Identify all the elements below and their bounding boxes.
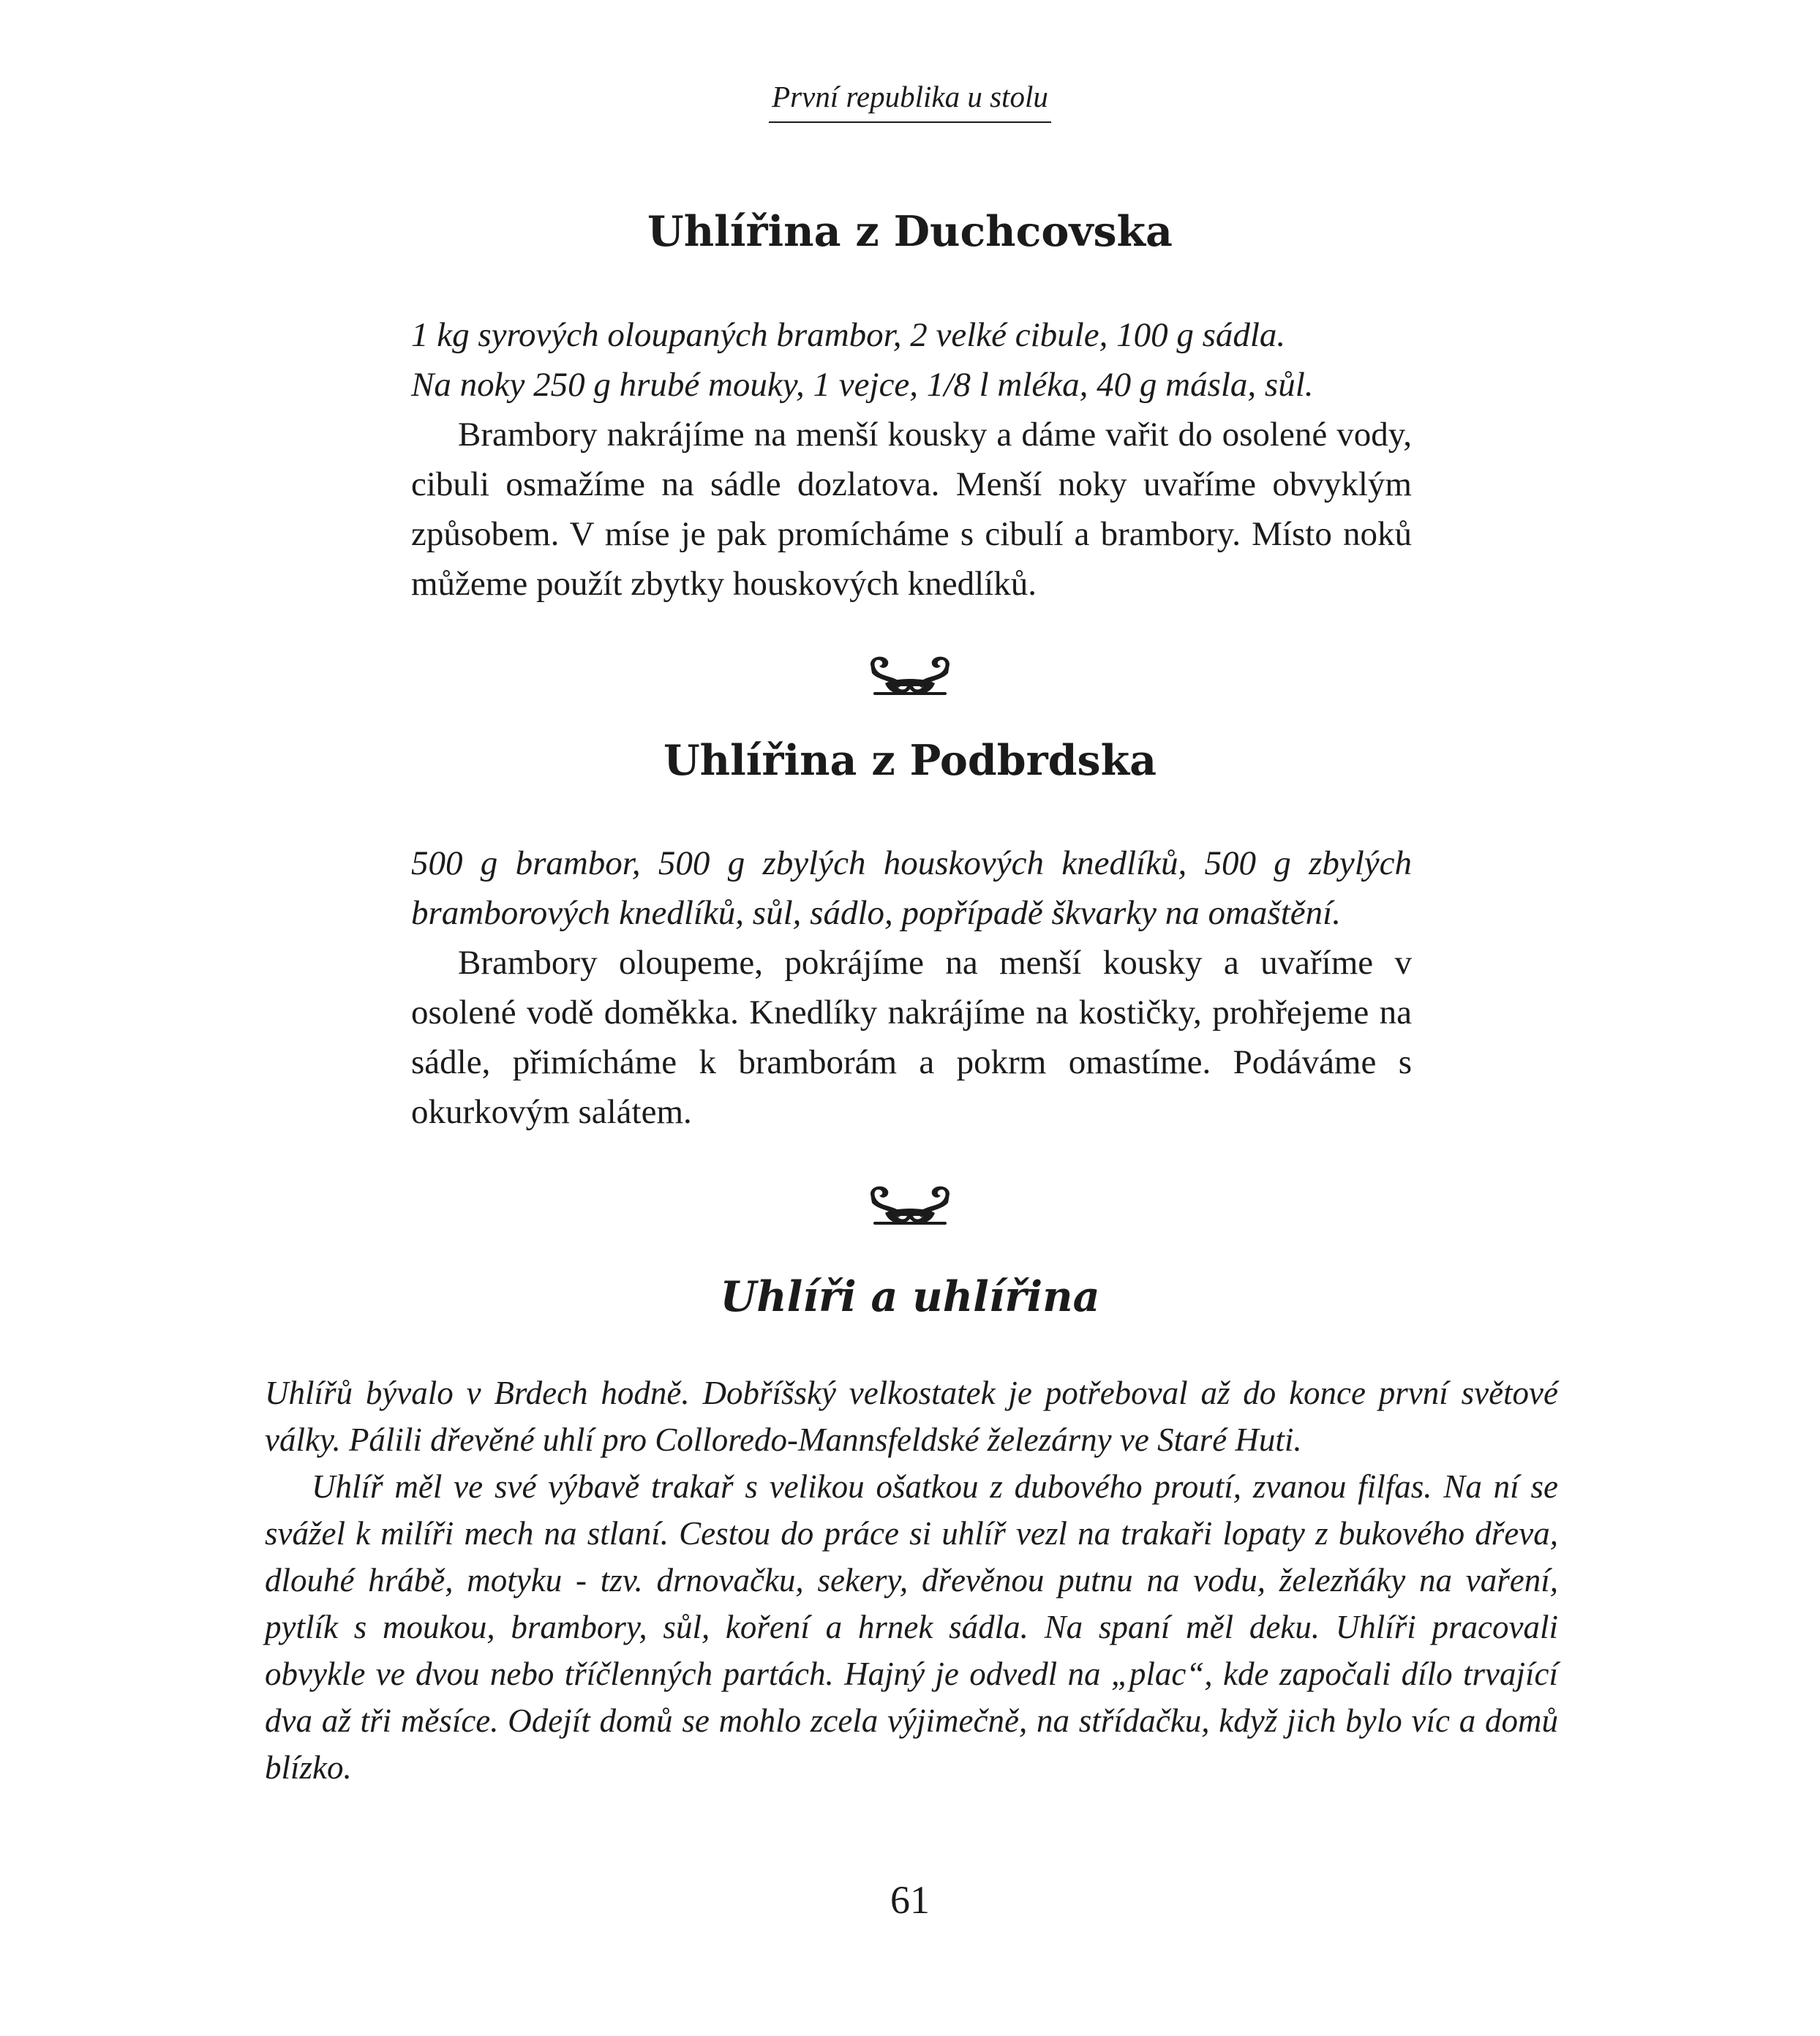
recipe-body-podbrdska [411,838,1412,1137]
essay-paragraph: Uhlíř měl ve své výbavě trakař s velikou ošatkou z dubového proutí, zvanou filfas. Na ní se svážel k milíři mech na stlaní. Cestou do práce si uhlíř vezl na trakaři lopaty z bukového dřeva, dlouhé hrábě, motyku - tzv. drnovačku, sekery, dřevěnou putnu na vodu, železňáky na vaření, pytlík s moukou, brambory, sůl, koření a hrnek sádla. Na spaní měl deku. Uhlíři pracovali obvykle ve dvou nebo tříčlenných partách. Hajný je odvedl na „plac“, kde započali dílo trvající dva až tři měsíce. Odejít domů se mohlo zcela výjimečně, na střídačku, když jich bylo víc a domů blízko. [265,1468,1558,1786]
page-number: 61 [890,1878,930,1922]
recipe-method: Brambory oloupeme, pokrájíme na menší kousky a uvaříme v osolené vodě doměkka. Knedlíky nakrájíme na kostičky, prohřejeme na sádle, přimícháme k bramborám a pokrm omastíme. Podáváme s okurkovým salátem. [411,944,1412,1131]
essay-paragraph: Uhlířů bývalo v Brdech hodně. Dobříšský velkostatek je potřeboval až do konce první světové války. Pálili dřevěné uhlí pro Colloredo-Mannsfeldské železárny ve Staré Huti. [265,1375,1558,1458]
recipe-title-duchcovska: Uhlířina z Duchcovska [647,207,1173,256]
fleuron-ornament-icon [863,651,957,702]
recipe-ingredients-line: 1 kg syrových oloupaných brambor, 2 velké cibule, 100 g sádla. [411,316,1286,354]
recipe-ingredients-line: Na noky 250 g hrubé mouky, 1 vejce, 1/8 l mléka, 40 g másla, sůl. [411,366,1314,404]
essay-title: Uhlíři a uhlířina [720,1272,1100,1321]
recipe-title-podbrdska: Uhlířina z Podbrdska [663,736,1157,785]
recipe-method: Brambory nakrájíme na menší kousky a dáme vařit do osolené vody, cibuli osmažíme na sádle dozlatova. Menší noky uvaříme obvyklým způsobem. V míse je pak promícháme s cibulí a brambory. Místo noků můžeme použít zbytky houskových knedlíků. [411,416,1412,603]
fleuron-ornament-icon [863,1181,957,1232]
recipe-ingredients: 500 g brambor, 500 g zbylých houskových knedlíků, 500 g zbylých bramborových knedlíků, sůl, sádlo, popřípadě škvarky na omaštění. [411,844,1412,932]
running-head [0,76,1820,123]
essay-body [265,1370,1558,1791]
recipe-body-duchcovska [411,310,1412,609]
running-head-text: První republika u stolu [769,76,1051,123]
